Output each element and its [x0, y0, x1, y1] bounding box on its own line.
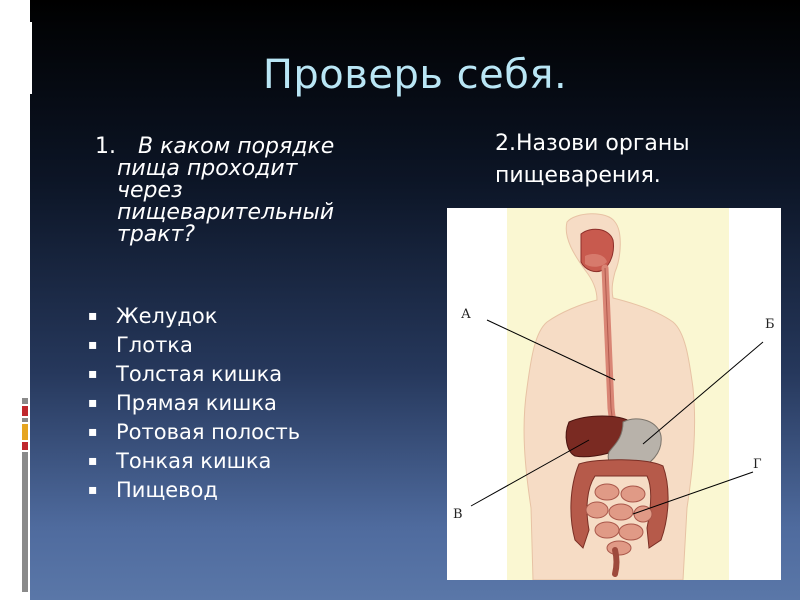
- organ-list-item: [88, 302, 300, 331]
- question-2: [495, 128, 785, 192]
- organ-list-item: [88, 360, 300, 389]
- question-1-text-line: пищеварительный: [117, 200, 335, 225]
- bullet-icon: ▪: [88, 308, 98, 324]
- bullet-icon: ▪: [88, 453, 98, 469]
- question-1: [95, 136, 395, 246]
- bullet-icon: ▪: [88, 424, 98, 440]
- rectum-shape: [615, 550, 617, 574]
- organ-label: Глотка: [116, 333, 193, 357]
- figure-label-a: А: [461, 307, 471, 322]
- decor-stripe: [22, 28, 27, 88]
- digestive-system-illustration: [447, 208, 781, 580]
- question-2-line: пищеварения.: [495, 163, 661, 188]
- bullet-icon: ▪: [88, 395, 98, 411]
- decor-marker-yellow: [22, 424, 28, 440]
- organ-label: Тонкая кишка: [116, 449, 272, 473]
- decor-marker-gray: [22, 418, 28, 422]
- organ-list: [88, 302, 300, 505]
- organ-label: Толстая кишка: [116, 362, 283, 386]
- bullet-icon: ▪: [88, 366, 98, 382]
- organ-list-item: [88, 389, 300, 418]
- organ-label: Пищевод: [116, 478, 218, 502]
- digestive-system-figure: [447, 208, 781, 580]
- decor-marker-gray: [22, 452, 28, 592]
- question-2-line: 2.Назови органы: [495, 131, 690, 156]
- question-1-text-line: тракт?: [117, 222, 196, 247]
- decor-marker-red: [22, 406, 28, 416]
- figure-label-v: В: [453, 507, 463, 522]
- figure-label-b: Б: [765, 317, 775, 332]
- question-1-number: 1.: [95, 134, 116, 159]
- decor-marker-gray: [22, 398, 28, 404]
- bullet-icon: ▪: [88, 337, 98, 353]
- organ-list-item: [88, 476, 300, 505]
- figure-label-g: Г: [753, 457, 762, 472]
- question-1-text-line: через: [117, 178, 183, 203]
- organ-label: Прямая кишка: [116, 391, 277, 415]
- slide-title: Проверь себя.: [262, 52, 568, 98]
- question-1-text-line: В каком порядке: [138, 134, 335, 159]
- decor-marker-red: [22, 442, 28, 450]
- organ-label: Ротовая полость: [116, 420, 301, 444]
- organ-list-item: [88, 418, 300, 447]
- decor-stripe: [16, 36, 19, 88]
- organ-list-item: [88, 331, 300, 360]
- question-1-text-line: пища проходит: [117, 156, 298, 181]
- organ-list-item: [88, 447, 300, 476]
- bullet-icon: ▪: [88, 482, 98, 498]
- organ-label: Желудок: [116, 304, 218, 328]
